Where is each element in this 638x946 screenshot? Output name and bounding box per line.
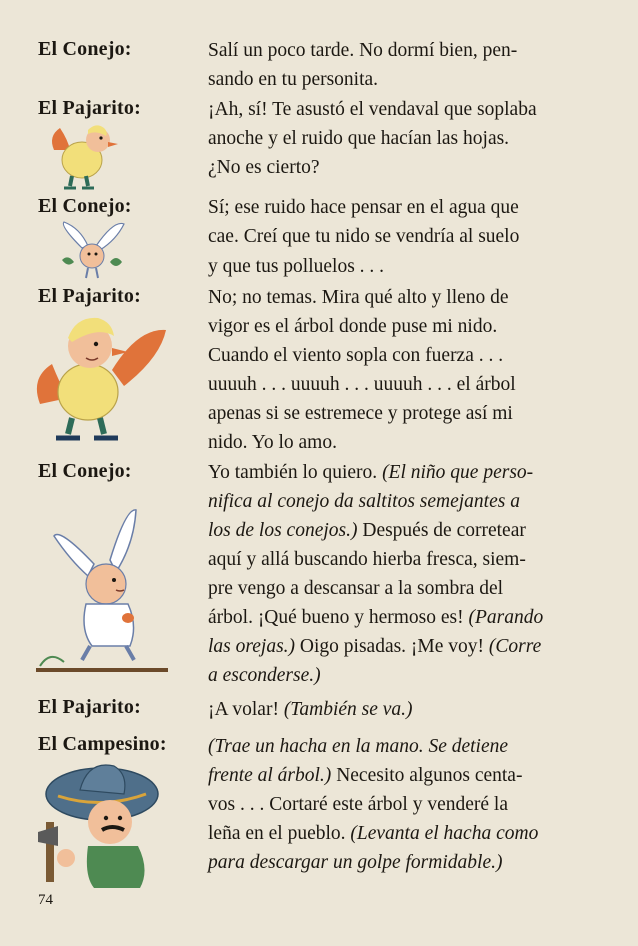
stage-direction: (Trae un hacha en la mano. Se detiene bbox=[208, 736, 509, 757]
dialogue-line: vos . . . Cortaré este árbol y venderé la bbox=[208, 794, 508, 815]
dialogue-text: Yo también lo quiero. bbox=[208, 462, 383, 483]
dialogue-text: ¡A volar! bbox=[208, 699, 284, 720]
speaker-conejo-1: El Conejo: bbox=[38, 38, 132, 60]
speaker-pajarito-1: El Pajarito: bbox=[38, 97, 141, 119]
dialogue-line: y que tus polluelos . . . bbox=[208, 256, 385, 277]
dialogue-line bbox=[208, 819, 626, 848]
dialogue-text: árbol. ¡Qué bueno y hermoso es! bbox=[208, 607, 469, 628]
speaker-conejo-2: El Conejo: bbox=[38, 195, 132, 217]
dialogue-line: vigor es el árbol donde puse mi nido. bbox=[208, 316, 498, 337]
bird-child-large-illustration bbox=[28, 308, 170, 444]
dialogue-line: Salí un poco tarde. No dormí bien, pen- bbox=[208, 40, 518, 61]
dialogue-line bbox=[208, 632, 626, 661]
stage-direction: las orejas.) bbox=[208, 636, 296, 657]
dialogue-line: Cuando el viento sopla con fuerza . . . bbox=[208, 345, 504, 366]
dialogue-text: Necesito algunos centa- bbox=[331, 765, 523, 786]
stage-direction: (Corre bbox=[488, 636, 542, 657]
stage-direction: los de los conejos.) bbox=[208, 520, 358, 541]
stage-direction: nifica al conejo da saltitos semejantes a bbox=[208, 491, 520, 512]
dialogue-line: ¡Ah, sí! Te asustó el vendaval que soplaba bbox=[208, 99, 537, 120]
dialogue-line: ¿No es cierto? bbox=[208, 157, 320, 178]
dialogue-line: Sí; ese ruido hace pensar en el agua que bbox=[208, 197, 519, 218]
dialogue-line: aquí y allá buscando hierba fresca, siem- bbox=[208, 549, 526, 570]
dialogue-text: Después de corretear bbox=[357, 520, 526, 541]
page-number: 74 bbox=[38, 892, 53, 908]
stage-direction: (Parando bbox=[468, 607, 544, 628]
dialogue-line: uuuuh . . . uuuuh . . . uuuuh . . . el árbol bbox=[208, 374, 516, 395]
dialogue-line: apenas si se estremece y protege así mi bbox=[208, 403, 513, 424]
dialogue-line bbox=[208, 516, 626, 545]
dialogue-line: cae. Creí que tu nido se vendría al suelo bbox=[208, 226, 520, 247]
rabbit-child-large-illustration bbox=[30, 500, 180, 680]
farmer-with-axe-illustration bbox=[28, 760, 168, 890]
stage-direction: (También se va.) bbox=[283, 699, 413, 720]
dialogue-line bbox=[208, 695, 626, 724]
dialogue-text: leña en el pueblo. bbox=[208, 823, 351, 844]
rabbit-child-small-illustration bbox=[52, 218, 132, 282]
dialogue-line bbox=[208, 458, 626, 487]
speaker-conejo-3: El Conejo: bbox=[38, 460, 132, 482]
stage-direction: (Levanta el hacha como bbox=[350, 823, 539, 844]
bird-child-small-illustration bbox=[46, 120, 124, 194]
dialogue-line: anoche y el ruido que hacían las hojas. bbox=[208, 128, 510, 149]
dialogue-line: sando en tu personita. bbox=[208, 69, 379, 90]
stage-direction: para descargar un golpe formidable.) bbox=[208, 852, 503, 873]
dialogue-text: Oigo pisadas. ¡Me voy! bbox=[295, 636, 489, 657]
stage-direction: frente al árbol.) bbox=[208, 765, 332, 786]
speaker-pajarito-3: El Pajarito: bbox=[38, 696, 141, 718]
speaker-pajarito-2: El Pajarito: bbox=[38, 285, 141, 307]
dialogue-line bbox=[208, 761, 626, 790]
dialogue-line: No; no temas. Mira qué alto y lleno de bbox=[208, 287, 509, 308]
speaker-campesino: El Campesino: bbox=[38, 733, 167, 755]
stage-direction: a esconderse.) bbox=[208, 665, 321, 686]
stage-direction: (El niño que perso- bbox=[382, 462, 534, 483]
dialogue-line: pre vengo a descansar a la sombra del bbox=[208, 578, 504, 599]
dialogue-line: nido. Yo lo amo. bbox=[208, 432, 337, 453]
dialogue-line bbox=[208, 603, 626, 632]
